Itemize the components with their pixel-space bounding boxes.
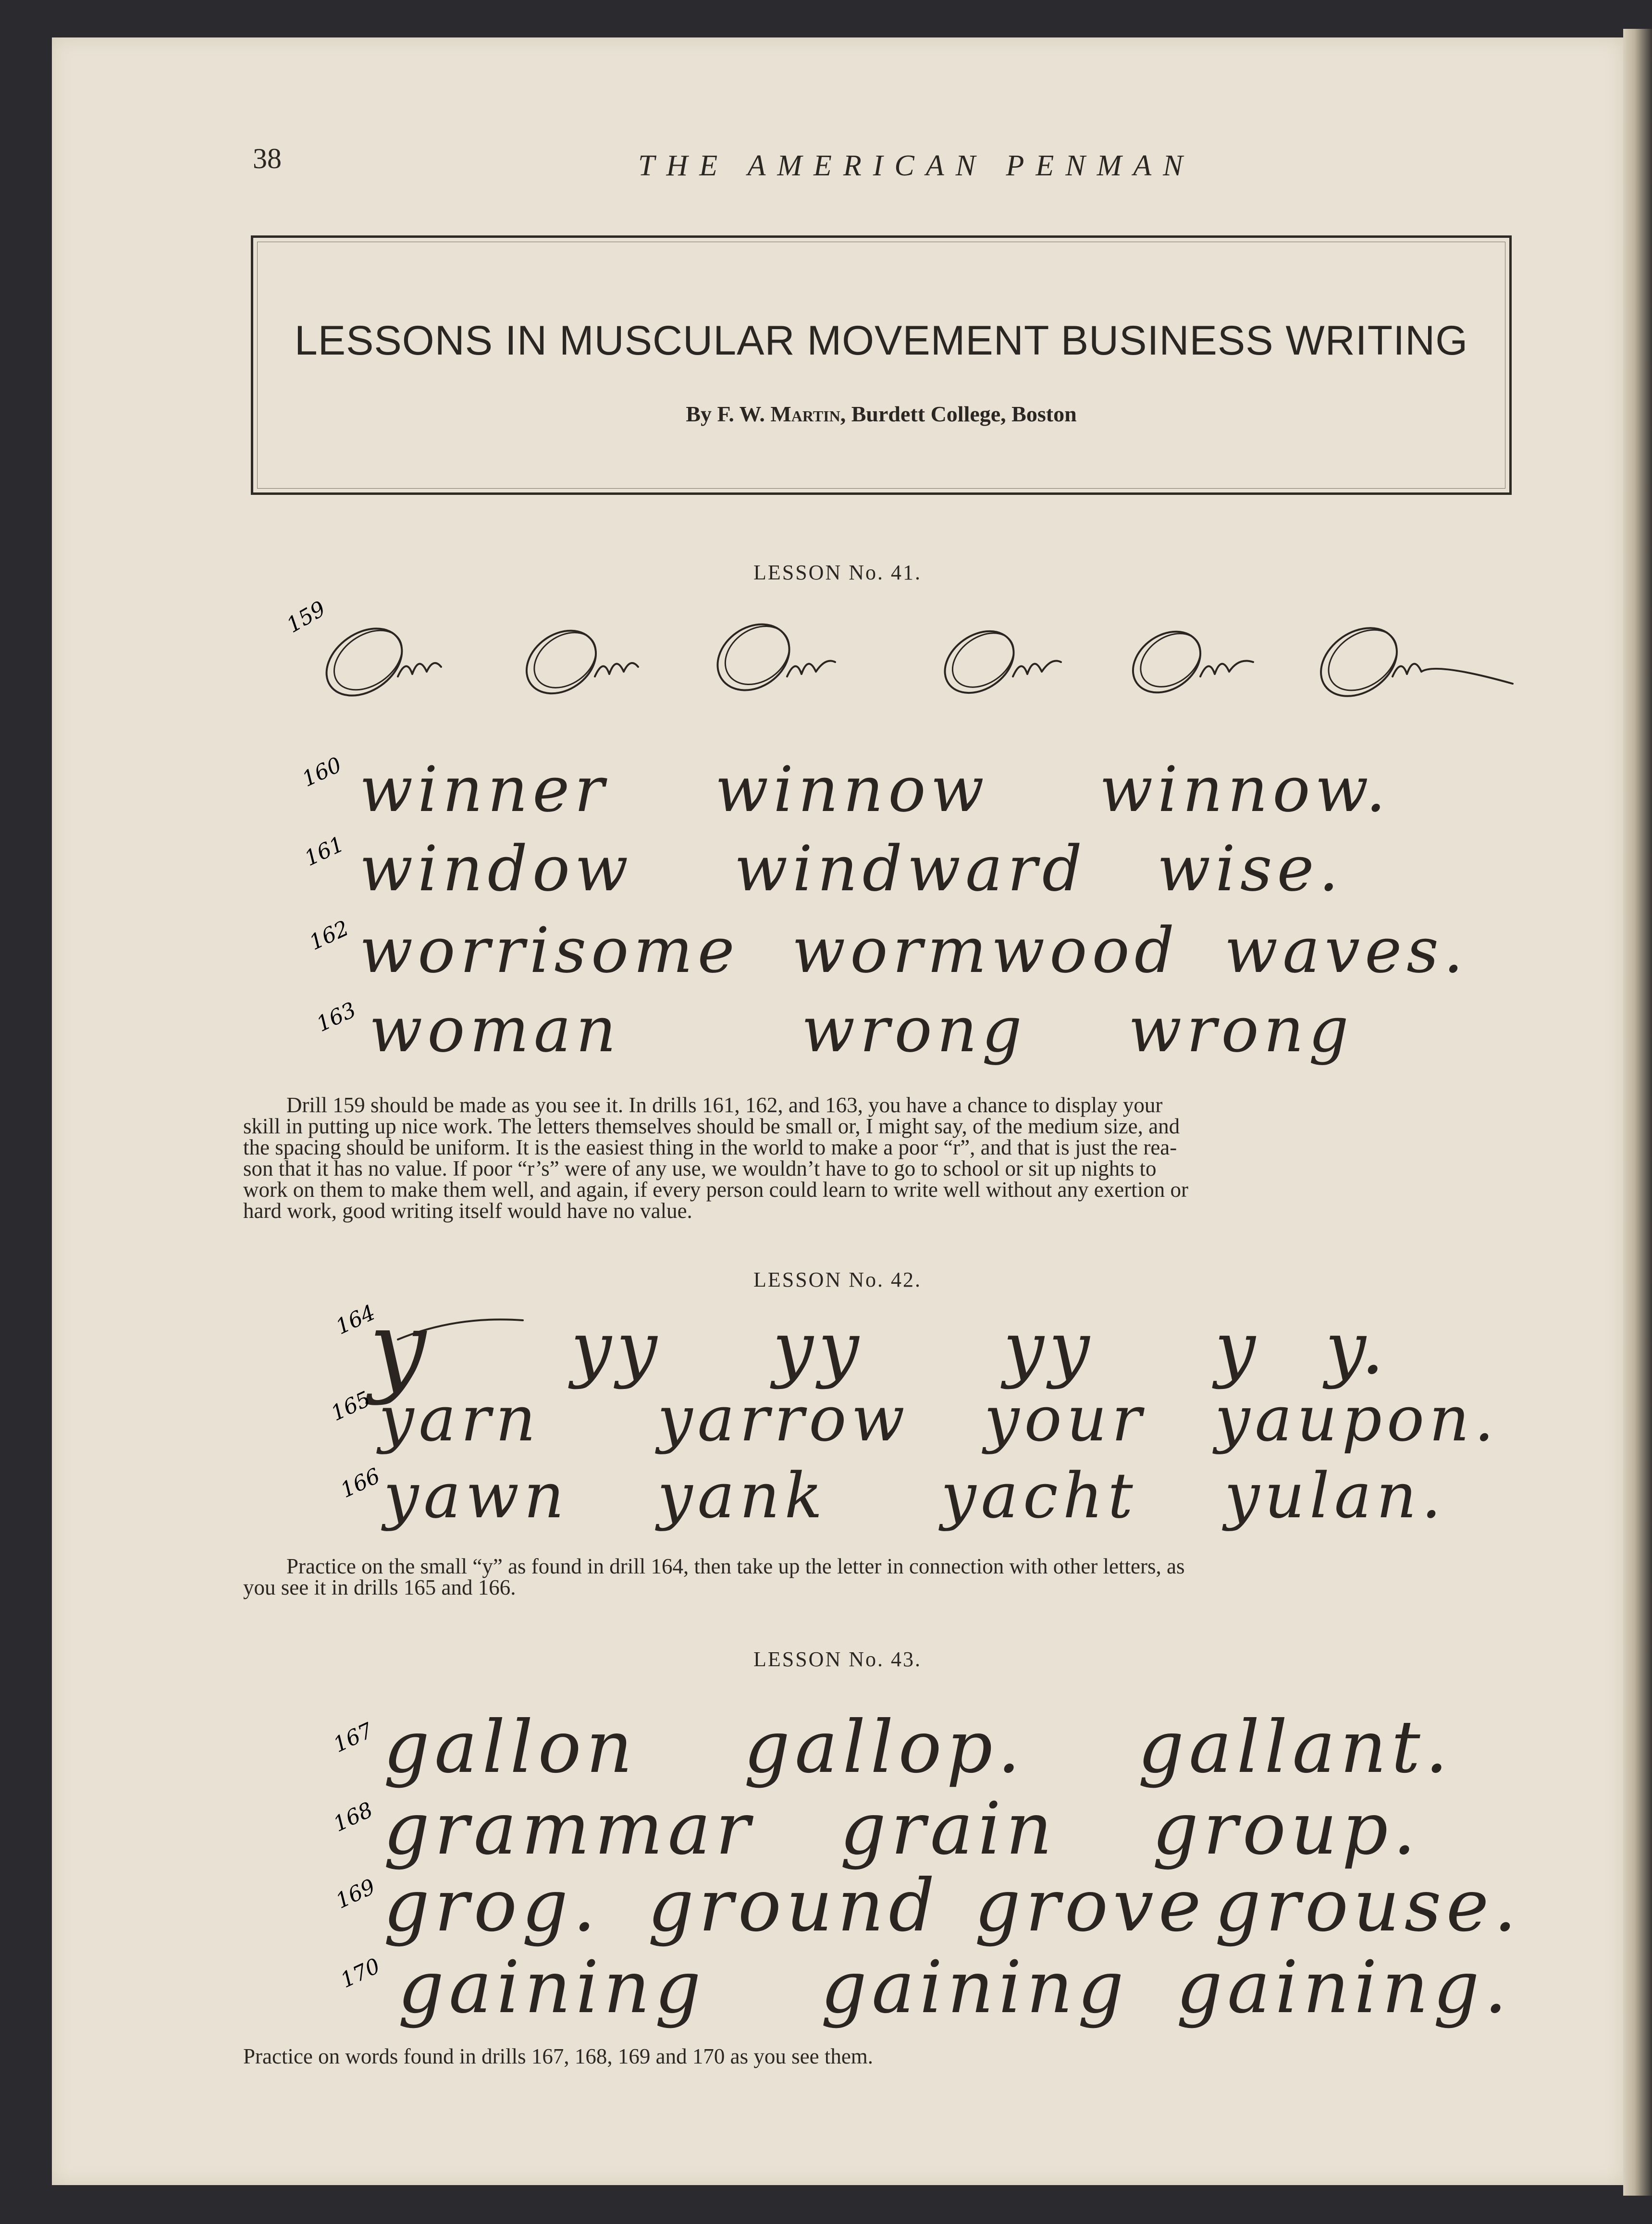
script-word: woman [369,993,621,1066]
byline-prefix: By F. W. [686,402,765,426]
drill-number: 167 [330,1718,377,1757]
script-word: wrong [801,993,1027,1066]
drill-number: 165 [327,1387,374,1426]
script-word: wormwood [792,914,1179,987]
drill-number: 161 [301,832,348,871]
drill-number: 166 [337,1463,384,1503]
paragraph-line: Drill 159 should be made as you see it. In drills 161, 162, and 163, you have a chance to display your [286,1093,1163,1117]
script-word: grove [974,1864,1206,1948]
script-word: yulan. [1224,1459,1446,1532]
lesson-41-paragraph [243,1094,1536,1221]
script-word: ground [648,1864,940,1948]
drill-167 [330,1706,1453,1789]
drill-number: 162 [306,916,353,955]
script-word: waves. [1224,914,1468,987]
paragraph-line: hard work, good writing itself would have no value. [243,1199,692,1223]
script-word: gaining [398,1946,706,2029]
script-word: gaining. [1176,1946,1512,2029]
oval-o-w [515,618,638,706]
script-word: yy [773,1307,864,1390]
script-word: winner [359,753,609,826]
paragraph-line: Practice on words found in drills 167, 168, 169 and 170 as you see them. [243,2044,874,2068]
oval-o-w [1308,614,1513,710]
oval-o-w [705,611,835,703]
drill-number: 160 [298,752,345,792]
script-word: grouse. [1215,1864,1522,1948]
drill-number: 169 [332,1874,379,1914]
paragraph-line: you see it in drills 165 and 166. [243,1575,516,1599]
script-word: y. [1325,1307,1389,1390]
paragraph-line: the spacing should be uniform. It is the easiest thing in the world to make a poor “r”, and that is just the rea- [243,1135,1177,1159]
script-word: y [369,1289,431,1407]
book-spine [1623,29,1652,2196]
lesson-43-paragraph [243,2046,1536,2067]
script-word: gallop. [744,1706,1025,1789]
script-word: group. [1152,1787,1421,1871]
script-word: wise. [1157,832,1344,905]
drill-160 [298,752,1391,826]
script-word: yarrow [657,1382,910,1455]
drill-162 [306,914,1468,987]
script-word: wrong [1128,993,1354,1066]
drill-170 [337,1946,1512,2029]
lesson-42-heading: LESSON No. 42. [753,1268,922,1291]
script-word: winnow [715,753,989,826]
drill-166 [337,1459,1446,1532]
drill-165 [327,1382,1499,1455]
drill-number: 170 [337,1954,384,1993]
oval-o-w [314,615,441,710]
lesson-41-heading: LESSON No. 41. [753,561,922,584]
paragraph-line: skill in putting up nice work. The letters themselves should be small or, I might say, of the medium size, and [243,1114,1180,1138]
paragraph-line: son that it has no value. If poor “r’s” were of any use, we wouldn’t have to go to school or sit up nights to [243,1156,1157,1180]
script-word: yaupon. [1215,1382,1499,1455]
script-word: yawn [383,1459,569,1532]
script-word: yacht [941,1459,1138,1532]
drill-number: 159 [283,596,330,638]
drill-number: 164 [332,1300,379,1339]
byline-suffix: , Burdett College, Boston [840,402,1077,426]
script-word: windward [734,832,1087,905]
article-title: LESSONS IN MUSCULAR MOVEMENT BUSINESS WRITING [294,318,1468,364]
drill-168 [330,1787,1420,1871]
script-word: grain [840,1787,1057,1871]
drill-161 [301,832,1344,905]
drill-163 [313,993,1354,1066]
script-word: gallon [383,1706,638,1789]
script-word: gaining [821,1946,1129,2029]
paragraph-line: Practice on the small “y” as found in drill 164, then take up the letter in connection with other letters, as [286,1554,1185,1578]
page-number: 38 [253,143,282,174]
lesson-42-paragraph [243,1556,1536,1598]
script-word: window [359,832,633,905]
script-word: yank [657,1459,827,1532]
paragraph-line: work on them to make them well, and again, if every person could learn to write well without any exertion or [243,1178,1188,1202]
script-word: winnow. [1099,753,1391,826]
script-word: gallant. [1138,1706,1453,1789]
byline-author: Martin [770,402,840,426]
drill-number: 163 [313,997,360,1037]
script-word: your [984,1382,1147,1455]
script-word: worrisome [359,914,740,987]
script-word: grog. [383,1864,601,1948]
drill-159 [283,596,1513,710]
script-word: grammar [383,1787,755,1871]
script-word: y [1215,1307,1260,1390]
script-word: yy [571,1307,662,1390]
script-word: yarn [379,1382,541,1455]
running-title: THE AMERICAN PENMAN [638,149,1195,182]
drill-number: 168 [330,1797,377,1837]
script-word: yy [1003,1307,1095,1390]
lesson-43-heading: LESSON No. 43. [753,1647,922,1671]
oval-o-w [1122,619,1253,705]
magazine-page [52,37,1623,2185]
oval-o-w [933,618,1061,705]
drill-169 [332,1864,1521,1948]
